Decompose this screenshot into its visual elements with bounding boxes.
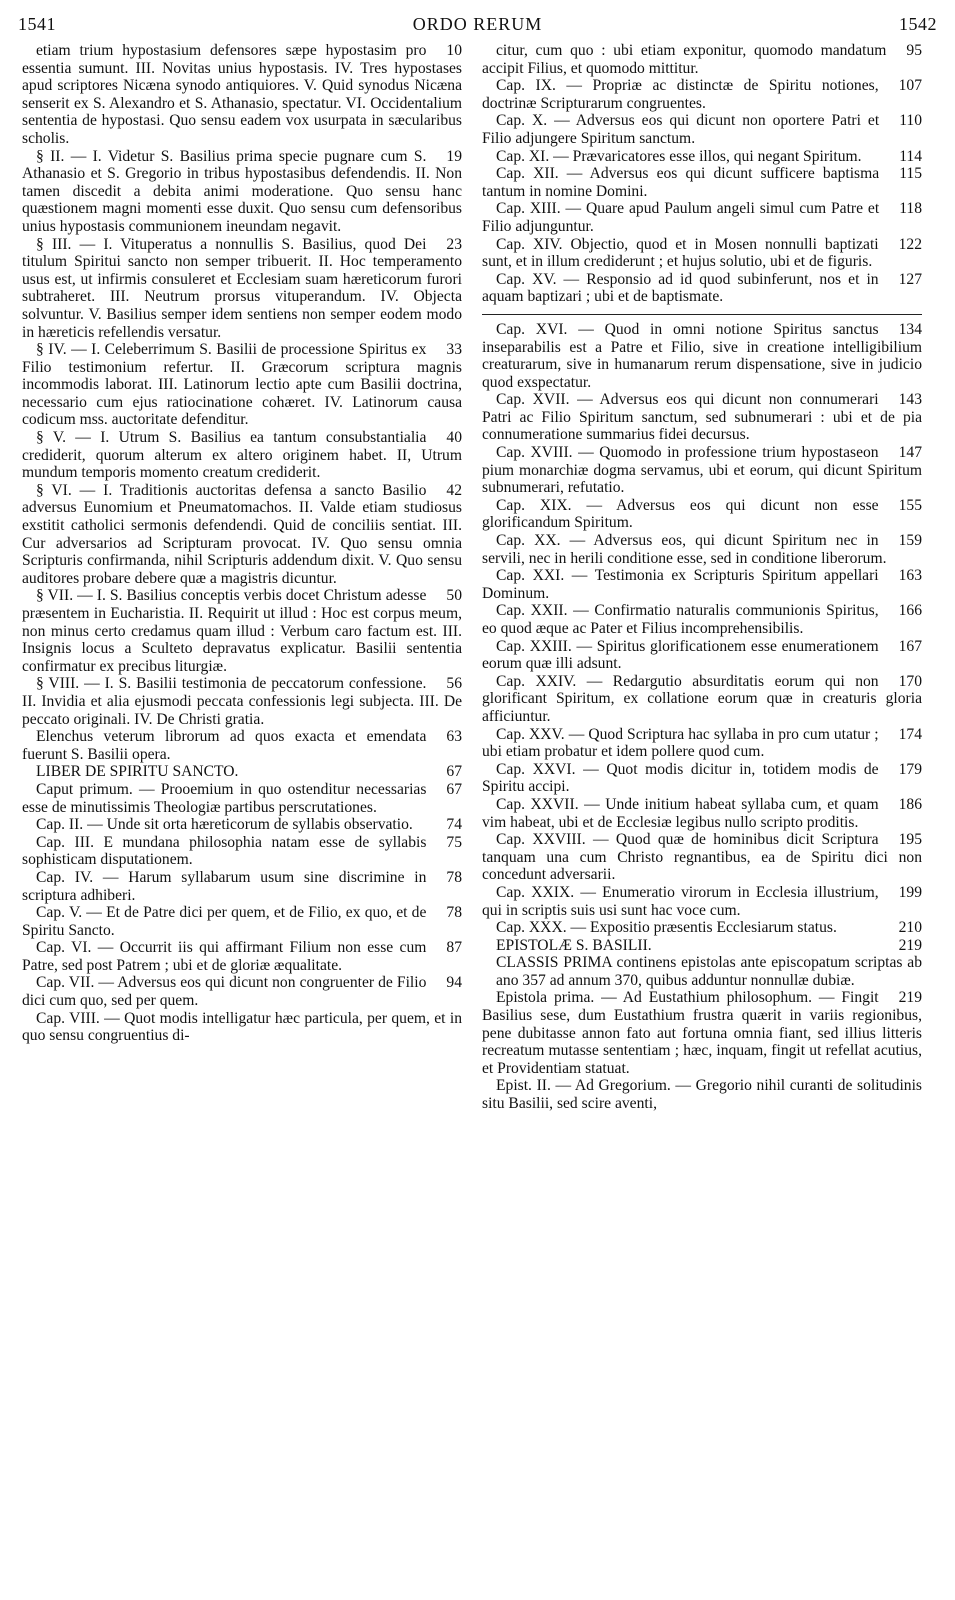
toc-page-number: 127 bbox=[898, 270, 922, 288]
toc-page-number: 166 bbox=[898, 602, 922, 620]
left-column bbox=[22, 42, 462, 1586]
toc-entry-text: citur, cum quo : ubi etiam exponitur, quomodo mandatum accipit Filius, et quomodo mittitur. bbox=[482, 42, 887, 77]
toc-page-number: 67 bbox=[446, 763, 462, 781]
toc-entry-text: Cap. XX. — Adversus eos, qui dicunt Spiritum nec in servili, nec in herili conditione esse, sed in conditione liberorum. bbox=[482, 532, 887, 567]
toc-entry bbox=[482, 532, 922, 567]
toc-page-number: 10 bbox=[446, 42, 462, 59]
toc-entry bbox=[22, 429, 462, 482]
page-number-left: 1541 bbox=[18, 14, 56, 34]
toc-entry bbox=[496, 954, 922, 989]
toc-entry-text: Cap. VII. — Adversus eos qui dicunt non congruenter de Filio dici cum quo, sed per quem. bbox=[22, 974, 427, 1010]
toc-entry-text: Cap. V. — Et de Patre dici per quem, et de Filio, ex quo, et de Spiritu Sancto. bbox=[22, 904, 427, 939]
page-number-right: 1542 bbox=[899, 14, 937, 34]
toc-page-number: 219 bbox=[898, 989, 922, 1007]
toc-entry bbox=[482, 236, 922, 271]
toc-entry-text: Cap. XXVIII. — Quod quæ de hominibus dicit Scriptura tanquam una cum Christo regnantibus, ea de Spiritu dici non concedunt adversarii. bbox=[482, 831, 922, 884]
toc-entry-text: EPISTOLÆ S. BASILII. bbox=[496, 936, 652, 954]
toc-entry-text: Cap. XVII. — Adversus eos qui dicunt non connumerari Patri ac Filio Spiritum sanctum, sed subnumerari : ubi et de pia connumeratione summarius fidei decursus. bbox=[482, 391, 922, 444]
section-divider bbox=[482, 314, 922, 315]
toc-page-number: 143 bbox=[898, 391, 922, 409]
toc-page-number: 155 bbox=[898, 496, 922, 514]
toc-entry bbox=[482, 1077, 922, 1112]
toc-entry bbox=[482, 200, 922, 235]
running-title: ORDO RERUM bbox=[412, 14, 543, 34]
toc-entry bbox=[482, 271, 922, 306]
toc-entry-text: LIBER DE SPIRITU SANCTO. bbox=[36, 763, 239, 781]
toc-entry bbox=[22, 482, 462, 588]
toc-entry-text: Epistola prima. — Ad Eustathium philosophum. — Fingit Basilius sese, dum Eustathium frustra quærit in variis regionibus, pene dubitasse annon fato aut fortuna omnia fiant, sed illius litteris recreatum mutasse sententiam ; hæc, inquam, fingit ut refellat acutius, et Providentiam statuat. bbox=[482, 989, 922, 1077]
toc-entry-text: Cap. XXII. — Confirmatio naturalis communionis Spiritus, eo quod æque ac Pater et Filius incomprehensibilis. bbox=[482, 602, 879, 637]
toc-page-number: 19 bbox=[446, 147, 462, 165]
toc-entry bbox=[22, 236, 462, 342]
toc-entry-text: § V. — I. Utrum S. Basilius ea tantum consubstantialia crediderit, quorum alterum ex altero originem habet. II, Utrum mundum temporis momento creatum crediderit. bbox=[22, 429, 462, 482]
toc-entry bbox=[36, 763, 462, 781]
toc-entry bbox=[22, 587, 462, 675]
toc-entry-text: Cap. VIII. — Quot modis intelligatur hæc particula, per quem, et in quo sensu congruentius di- bbox=[22, 1009, 462, 1045]
toc-entry bbox=[482, 42, 922, 77]
toc-entry-text: Cap. XIV. Objectio, quod et in Mosen nonnulli baptizati sunt, et in illum crediderunt ; et hujus solutio, ubi et de figuris. bbox=[482, 235, 879, 271]
toc-page-number: 75 bbox=[446, 833, 462, 851]
toc-entry bbox=[482, 112, 922, 147]
toc-page-number: 67 bbox=[446, 780, 462, 798]
toc-entry-text: § II. — I. Videtur S. Basilius prima specie pugnare cum S. Athanasio et S. Gregorio in tribus hypostasibus defendendis. II. Non tamen discedit a debita animi moderatione. Quo sensu hanc quæstionem magni momenti esse duxit. Quo sensu cum defensoribus unius hypostasis communionem ineundam negavit. bbox=[22, 147, 462, 235]
toc-entry bbox=[482, 148, 922, 166]
toc-page-number: 219 bbox=[898, 936, 922, 954]
toc-page-number: 134 bbox=[898, 320, 922, 338]
toc-entry bbox=[22, 834, 462, 869]
toc-entry-text: CLASSIS PRIMA continens epistolas ante episcopatum scriptas ab ano 357 ad annum 370, quibus adduntur nonnullæ dubiæ. bbox=[496, 954, 922, 989]
toc-page-number: 174 bbox=[898, 725, 922, 743]
toc-entry-text: Cap. XXVI. — Quot modis dicitur in, totidem modis de Spiritu accipi. bbox=[482, 760, 879, 796]
toc-page-number: 95 bbox=[906, 42, 922, 59]
toc-entry-text: Cap. XXIX. — Enumeratio virorum in Ecclesia illustrium, qui in scriptis suis usi sunt hac voce cum. bbox=[482, 883, 879, 919]
toc-entry-text: Cap. XXI. — Testimonia ex Scripturis Spiritum appellari Dominum. bbox=[482, 567, 879, 602]
toc-entry bbox=[482, 444, 922, 497]
toc-entry-text: Caput primum. — Prooemium in quo ostenditur necessarias esse de minutissimis Theologiæ partibus perscrutationes. bbox=[22, 780, 427, 816]
toc-entry-text: Cap. XV. — Responsio ad id quod subinferunt, nos et in aquam baptizari ; ubi et de baptismate. bbox=[482, 270, 879, 306]
toc-entry bbox=[482, 919, 922, 937]
toc-page-number: 163 bbox=[898, 567, 922, 585]
toc-page-number: 50 bbox=[446, 587, 462, 605]
toc-entry-text: Cap. XVI. — Quod in omni notione Spiritus sanctus inseparabilis est a Patre et Filio, sive in creatione intelligibilium creaturarum, sive in humanarum rerum dispensatione, sive in judicio quod exspectatur. bbox=[482, 320, 922, 391]
toc-entry bbox=[482, 391, 922, 444]
toc-entry bbox=[22, 869, 462, 904]
toc-entry-text: Cap. IV. — Harum syllabarum usum sine discrimine in scriptura adhiberi. bbox=[22, 868, 427, 904]
toc-entry-text: Cap. III. E mundana philosophia natam esse de syllabis sophisticam disputationem. bbox=[22, 833, 427, 869]
toc-entry-text: Cap. XVIII. — Quomodo in professione trium hypostaseon pium monarchiæ dogma servamus, ubi et eorum, qui dicunt Spiritum subnumerari, refutatio. bbox=[482, 444, 922, 497]
toc-entry bbox=[22, 341, 462, 429]
toc-entry bbox=[22, 781, 462, 816]
toc-entry bbox=[496, 937, 922, 955]
toc-page-number: 56 bbox=[446, 675, 462, 693]
toc-entry bbox=[482, 497, 922, 532]
toc-page-number: 159 bbox=[898, 532, 922, 550]
toc-entry-text: Cap. XI. — Prævaricatores esse illos, qui negant Spiritum. bbox=[496, 147, 862, 165]
toc-entry-text: etiam trium hypostasium defensores sæpe hypostasim pro essentia sumunt. III. Novitas unius hypostasis. IV. Tres hypostases apud scriptores Nicæna synodo antiquiores. V. Quid synodus Nicæna senserit ex S. Alexandro et S. Athanasio, spectatur. VI. Occidentalium sententia de hypostasi. Quo sensu eadem vox usurpata in sæcularibus scholis. bbox=[22, 42, 462, 147]
toc-entry-text: Cap. XXVII. — Unde initium habeat syllaba cum, et quam vim habeat, ubi et de Ecclesiæ legibus nullo scripto proditis. bbox=[482, 795, 879, 831]
toc-page-number: 115 bbox=[899, 165, 922, 183]
toc-page-number: 147 bbox=[898, 444, 922, 462]
toc-entry bbox=[22, 939, 462, 974]
toc-entry bbox=[22, 148, 462, 236]
toc-page-number: 170 bbox=[898, 672, 922, 690]
toc-entry-text: Cap. XIII. — Quare apud Paulum angeli simul cum Patre et Filio adjunguntur. bbox=[482, 200, 880, 235]
toc-entry bbox=[22, 974, 462, 1009]
toc-page-number: 42 bbox=[446, 481, 462, 499]
toc-entry-text: § III. — I. Vituperatus a nonnullis S. Basilius, quod Dei titulum Spiritui sancto non semper tribuerit. II. Hoc temperamento usus est, ut infirmis consuleret et Ecclesiam suam hæreticorum furori subtraheret. III. Neutrum prorsus vituperandum. IV. Objecta solvuntur. V. Basilius semper idem sentiens non semper eodem modo in hæreticis refellendis versatur. bbox=[22, 235, 462, 341]
toc-entry-text: Cap. X. — Adversus eos qui dicunt non oportere Patri et Filio adjungere Spiritum sanctum. bbox=[482, 112, 880, 147]
toc-entry bbox=[482, 567, 922, 602]
toc-entry-text: § IV. — I. Celeberrimum S. Basilii de processione Spiritus ex Filio testimonium refertur. II. Græcorum scriptura magnis incommodis laborat. III. Latinorum lectio apte cum Basilii doctrina, necessario cum ejus ratiocinatione cohæret. IV. Latinorum causa codicum mss. auctoritate defenditur. bbox=[22, 341, 462, 429]
toc-page-number: 114 bbox=[899, 147, 922, 165]
toc-entry-text: Epist. II. — Ad Gregorium. — Gregorio nihil curanti de solitudinis situ Basilii, sed scire aventi, bbox=[482, 1077, 922, 1113]
toc-entry-text: Cap. IX. — Propriæ ac distinctæ de Spiritu notiones, doctrinæ Scripturarum congruentes. bbox=[482, 77, 879, 112]
toc-page-number: 74 bbox=[446, 816, 462, 834]
toc-page-number: 78 bbox=[446, 904, 462, 922]
toc-entry bbox=[22, 728, 462, 763]
toc-entry-text: Cap. XXX. — Expositio præsentis Ecclesiarum status. bbox=[496, 919, 837, 937]
toc-page-number: 87 bbox=[446, 939, 462, 957]
toc-page-number: 210 bbox=[898, 919, 922, 937]
toc-page-number: 94 bbox=[446, 974, 462, 992]
toc-entry-text: § VI. — I. Traditionis auctoritas defensa a sancto Basilio adversus Eunomium et Pneumatomachos. II. Valde etiam studiosus exstitit catholici sermonis defendendi. Quid de conciliis sentiat. III. Cur adversarios ad Scripturam provocat. IV. Quo sensu omnia Scripturis confirmanda, nihil Scripturis addendum dixit. V. Quo sensu auditores probare debere quæ a magistris dicuntur. bbox=[22, 481, 462, 587]
toc-page-number: 78 bbox=[446, 868, 462, 886]
toc-entry-text: § VIII. — I. S. Basilii testimonia de peccatorum confessione. II. Invidia et alia ejusmodi peccata confessionis legi subjecta. III. De peccato originali. IV. De Christi gratia. bbox=[22, 675, 462, 728]
toc-entry bbox=[22, 1010, 462, 1045]
toc-entry bbox=[482, 796, 922, 831]
toc-entry bbox=[482, 321, 922, 391]
toc-entry bbox=[482, 673, 922, 726]
toc-entry-text: Cap. VI. — Occurrit iis qui affirmant Filium non esse cum Patre, sed post Patrem ; ubi et de gloriæ æqualitate. bbox=[22, 939, 427, 974]
toc-page-number: 118 bbox=[899, 200, 922, 218]
toc-entry bbox=[482, 726, 922, 761]
toc-page-number: 122 bbox=[898, 235, 922, 253]
toc-entry bbox=[22, 816, 462, 834]
toc-entry bbox=[22, 904, 462, 939]
toc-entry-text: Cap. XII. — Adversus eos qui dicunt sufficere baptisma tantum in nomine Domini. bbox=[482, 165, 880, 200]
toc-entry-text: Cap. II. — Unde sit orta hæreticorum de syllabis observatio. bbox=[36, 816, 413, 834]
toc-page-number: 23 bbox=[446, 235, 462, 253]
toc-entry bbox=[482, 638, 922, 673]
toc-entry bbox=[482, 77, 922, 112]
toc-page-number: 33 bbox=[446, 341, 462, 359]
toc-entry bbox=[22, 675, 462, 728]
toc-entry bbox=[482, 761, 922, 796]
toc-entry-text: § VII. — I. S. Basilius conceptis verbis docet Christum adesse præsentem in Eucharistia. II. Requirit ut illud : Hoc est corpus meum, non minus certo credamus quam illud : Verbum caro factum est. III. Insignis locus a Sculteto depravatus explicatur. Basilii sententia confirmatur ex precibus liturgiæ. bbox=[22, 587, 462, 675]
toc-page-number: 186 bbox=[898, 795, 922, 813]
toc-entry-text: Cap. XXIV. — Redargutio absurditatis eorum qui non glorificant Spiritum, ex collatione eorum quæ in creaturis gloria afficiuntur. bbox=[482, 672, 922, 725]
toc-entry bbox=[482, 165, 922, 200]
toc-entry-text: Cap. XIX. — Adversus eos qui dicunt non esse glorificandum Spiritum. bbox=[482, 496, 879, 532]
toc-page-number: 179 bbox=[898, 760, 922, 778]
toc-entry-text: Cap. XXIII. — Spiritus glorificationem esse enumerationem eorum quæ illi adsunt. bbox=[482, 637, 879, 673]
toc-entry-text: Elenchus veterum librorum ad quos exacta et emendata fuerunt S. Basilii opera. bbox=[22, 728, 427, 763]
running-header bbox=[18, 14, 937, 38]
toc-page-number: 195 bbox=[898, 831, 922, 849]
toc-entry bbox=[482, 884, 922, 919]
toc-page-number: 63 bbox=[446, 728, 462, 746]
toc-page-number: 40 bbox=[446, 429, 462, 447]
toc-entry bbox=[22, 42, 462, 148]
toc-entry bbox=[482, 989, 922, 1077]
toc-page-number: 167 bbox=[898, 637, 922, 655]
right-column bbox=[482, 42, 922, 1586]
toc-page-number: 199 bbox=[898, 883, 922, 901]
toc-entry-text: Cap. XXV. — Quod Scriptura hac syllaba in pro cum utatur ; ubi etiam probatur et idem pollere quod cum. bbox=[482, 725, 879, 761]
toc-page-number: 110 bbox=[899, 112, 922, 130]
toc-entry bbox=[482, 831, 922, 884]
toc-page-number: 107 bbox=[898, 77, 922, 95]
toc-entry bbox=[482, 602, 922, 637]
